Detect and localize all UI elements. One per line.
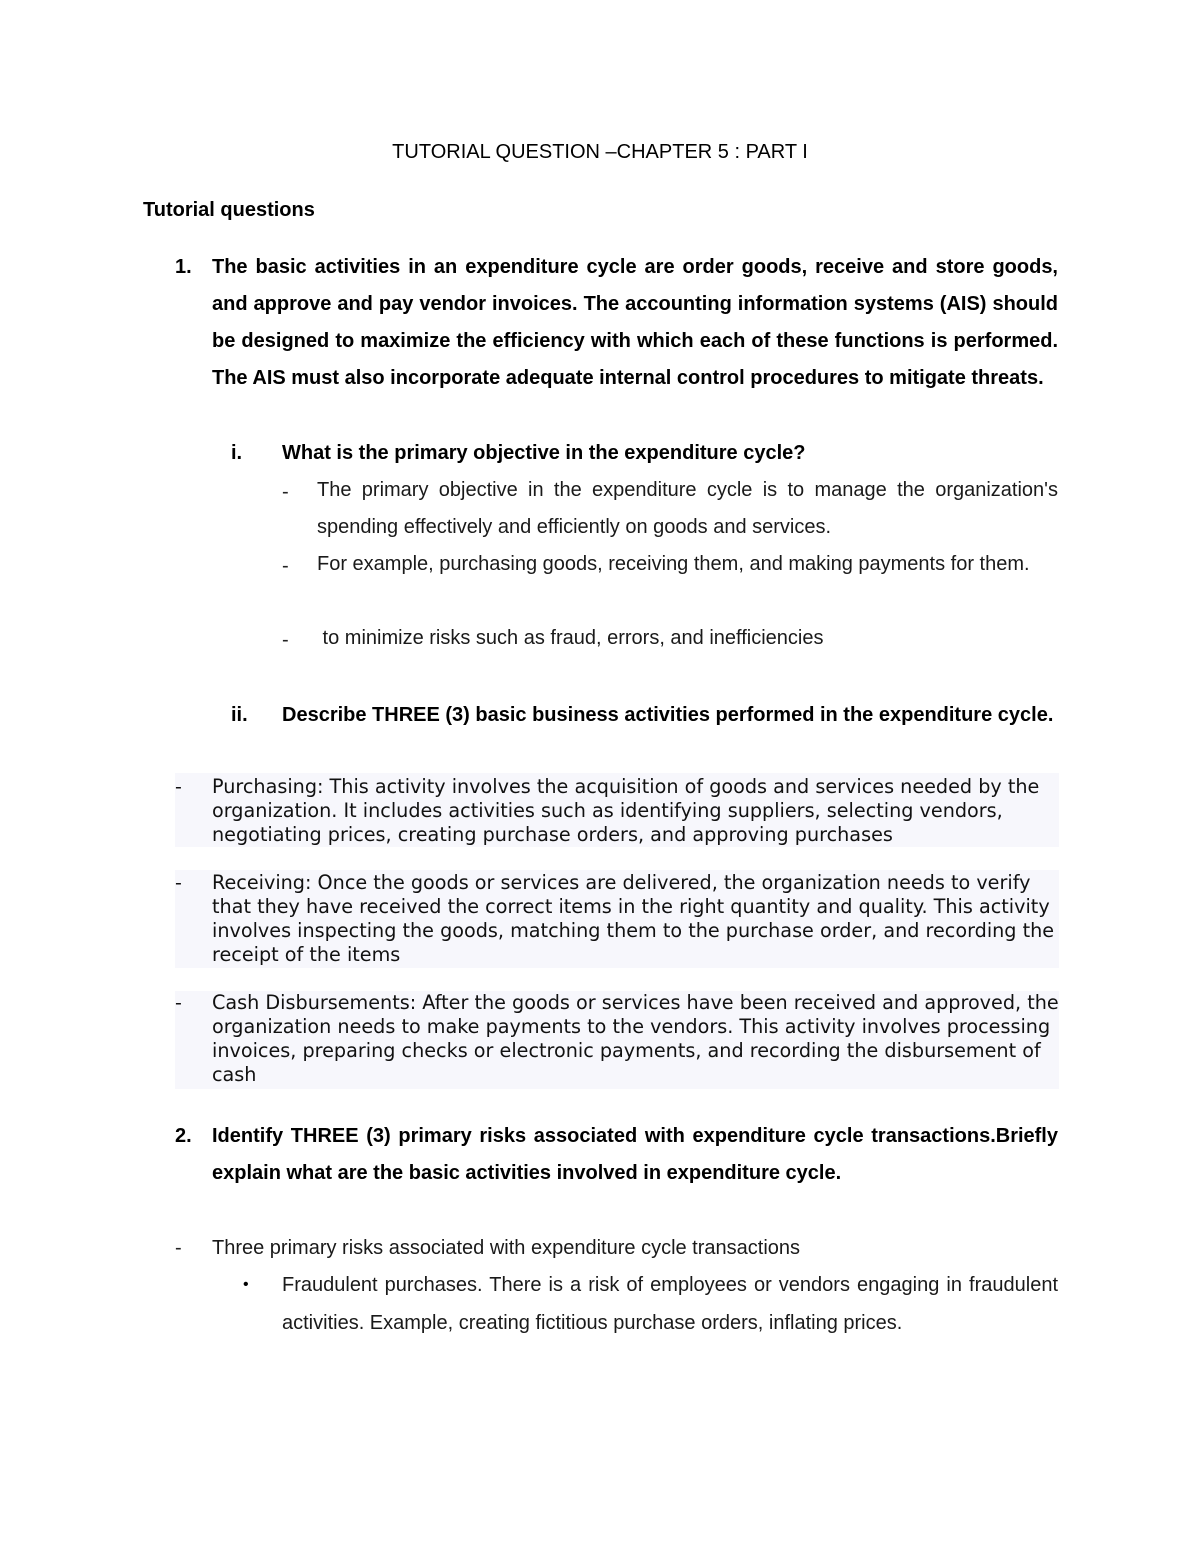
document-title: TUTORIAL QUESTION –CHAPTER 5 : PART I xyxy=(392,141,808,163)
dash-marker: - xyxy=(175,1237,182,1259)
activity-item: Purchasing: This activity involves the acquisition of goods and services needed by the organization. It includes activities such as identifying suppliers, selecting vendors, negotiating prices, creating purchase orders, and approving purchases xyxy=(212,775,1040,846)
dash-marker: - xyxy=(282,629,289,651)
dash-marker: - xyxy=(175,872,182,894)
dash-marker: - xyxy=(175,776,182,798)
dash-marker: - xyxy=(282,481,289,503)
activity-item: Receiving: Once the goods or services are delivered, the organization needs to verify that they have received the correct items in the right quantity and quality. This activity involves inspecting the goods, matching them to the purchase order, and recording the receipt of the items xyxy=(212,871,1055,966)
activity-item: Cash Disbursements: After the goods or services have been received and approved, the organization needs to make payments to the vendors. This activity involves processing invoices, preparing checks or electronic payments, and recording the disbursement of cash xyxy=(212,991,1059,1086)
answer-item: to minimize risks such as fraud, errors, and inefficiencies xyxy=(317,627,824,649)
question-number: 2. xyxy=(175,1125,192,1147)
question-text: The basic activities in an expenditure cycle are order goods, receive and store goods, and approve and pay vendor invoices. The accounting information systems (AIS) should be designed to maximize the efficiency with which each of these functions is performed. The AIS must also incorporate adequate internal control procedures to mitigate threats. xyxy=(212,256,1058,389)
subquestion-text: Describe THREE (3) basic business activities performed in the expenditure cycle. xyxy=(282,704,1054,726)
subquestion-number: ii. xyxy=(231,704,248,726)
bullet-marker: • xyxy=(243,1276,249,1293)
question-number: 1. xyxy=(175,256,192,278)
answer-item: For example, purchasing goods, receiving them, and making payments for them. xyxy=(317,553,1030,575)
subquestion-text: What is the primary objective in the expenditure cycle? xyxy=(282,442,806,464)
dash-marker: - xyxy=(282,555,289,577)
section-heading: Tutorial questions xyxy=(143,199,315,221)
risks-intro: Three primary risks associated with expenditure cycle transactions xyxy=(212,1237,801,1259)
risk-bullet-item: Fraudulent purchases. There is a risk of employees or vendors engaging in fraudulent activities. Example, creating fictitious purchase orders, inflating prices. xyxy=(282,1274,1058,1334)
question-text: Identify THREE (3) primary risks associated with expenditure cycle transactions.Briefly explain what are the basic activities involved in expenditure cycle. xyxy=(212,1125,1058,1184)
answer-item: The primary objective in the expenditure cycle is to manage the organization's spending effectively and efficiently on goods and services. xyxy=(317,479,1058,538)
dash-marker: - xyxy=(175,992,182,1014)
subquestion-number: i. xyxy=(231,442,243,464)
